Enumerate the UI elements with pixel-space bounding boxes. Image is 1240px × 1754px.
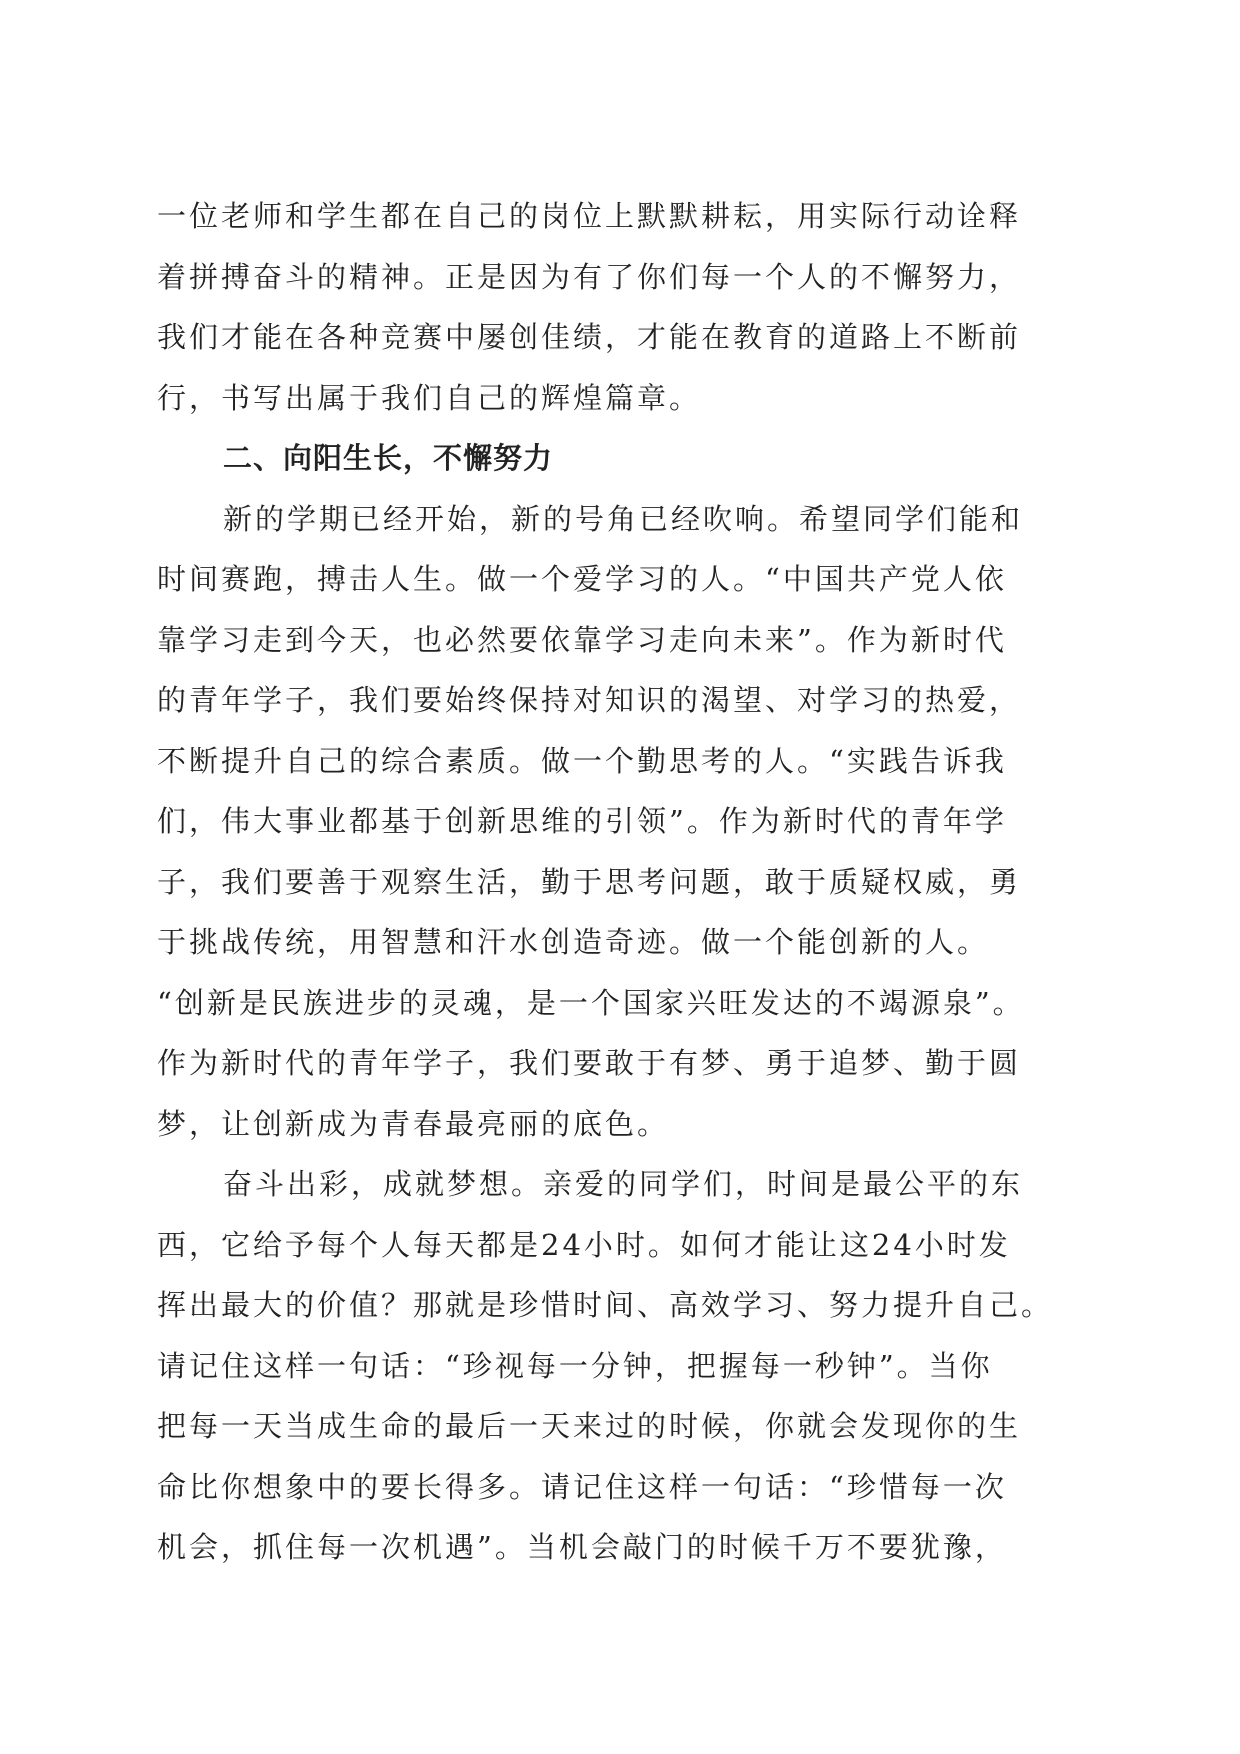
- text-line: 挥出最大的价值？那就是珍惜时间、高效学习、努力提升自己。: [157, 1288, 1054, 1322]
- text-line: 的青年学子，我们要始终保持对知识的渴望、对学习的热爱，: [157, 683, 1022, 717]
- text-line: 作为新时代的青年学子，我们要敢于有梦、勇于追梦、勤于圆: [157, 1046, 1022, 1080]
- text-line: 不断提升自己的综合素质。做一个勤思考的人。“实践告诉我: [157, 743, 1007, 778]
- text-line: “创新是民族进步的灵魂，是一个国家兴旺发达的不竭源泉”。: [157, 985, 1025, 1020]
- text-line: 时间赛跑，搏击人生。做一个爱学习的人。“中国共产党人依: [157, 562, 1007, 596]
- text-line: 奋斗出彩，成就梦想。亲爱的同学们，时间是最公平的东: [223, 1167, 1024, 1201]
- text-line: 机会，抓住每一次机遇”。当机会敲门的时候千万不要犹豫，: [157, 1530, 1007, 1564]
- text-line: 一位老师和学生都在自己的岗位上默默耕耘，用实际行动诠释: [157, 199, 1022, 233]
- text-line: 子，我们要善于观察生活，勤于思考问题，敢于质疑权威，勇: [157, 864, 1022, 899]
- text-line: 我们才能在各种竞赛中屡创佳绩，才能在教育的道路上不断前: [157, 320, 1022, 354]
- text-line: 命比你想象中的要长得多。请记住这样一句话：“珍惜每一次: [157, 1469, 1007, 1504]
- text-line: 于挑战传统，用智慧和汗水创造奇迹。做一个能创新的人。: [157, 925, 990, 959]
- section-heading: 二、向阳生长，不懈努力: [223, 441, 554, 475]
- text-line: 行，书写出属于我们自己的辉煌篇章。: [157, 380, 702, 415]
- text-line: 新的学期已经开始，新的号角已经吹响。希望同学们能和: [223, 501, 1024, 536]
- text-line: 靠学习走到今天，也必然要依靠学习走向未来”。作为新时代: [157, 622, 1007, 657]
- text-line: 请记住这样一句话：“珍视每一分钟，把握每一秒钟”。当你: [157, 1348, 993, 1383]
- text-line: 着拼搏奋斗的精神。正是因为有了你们每一个人的不懈努力，: [157, 259, 1022, 294]
- text-line: 西，它给予每个人每天都是24小时。如何才能让这24小时发: [157, 1227, 1011, 1262]
- text-line: 梦，让创新成为青春最亮丽的底色。: [157, 1106, 670, 1141]
- text-line: 把每一天当成生命的最后一天来过的时候，你就会发现你的生: [157, 1409, 1022, 1443]
- document-body: [157, 186, 1067, 1578]
- text-line: 们，伟大事业都基于创新思维的引领”。作为新时代的青年学: [157, 804, 1007, 838]
